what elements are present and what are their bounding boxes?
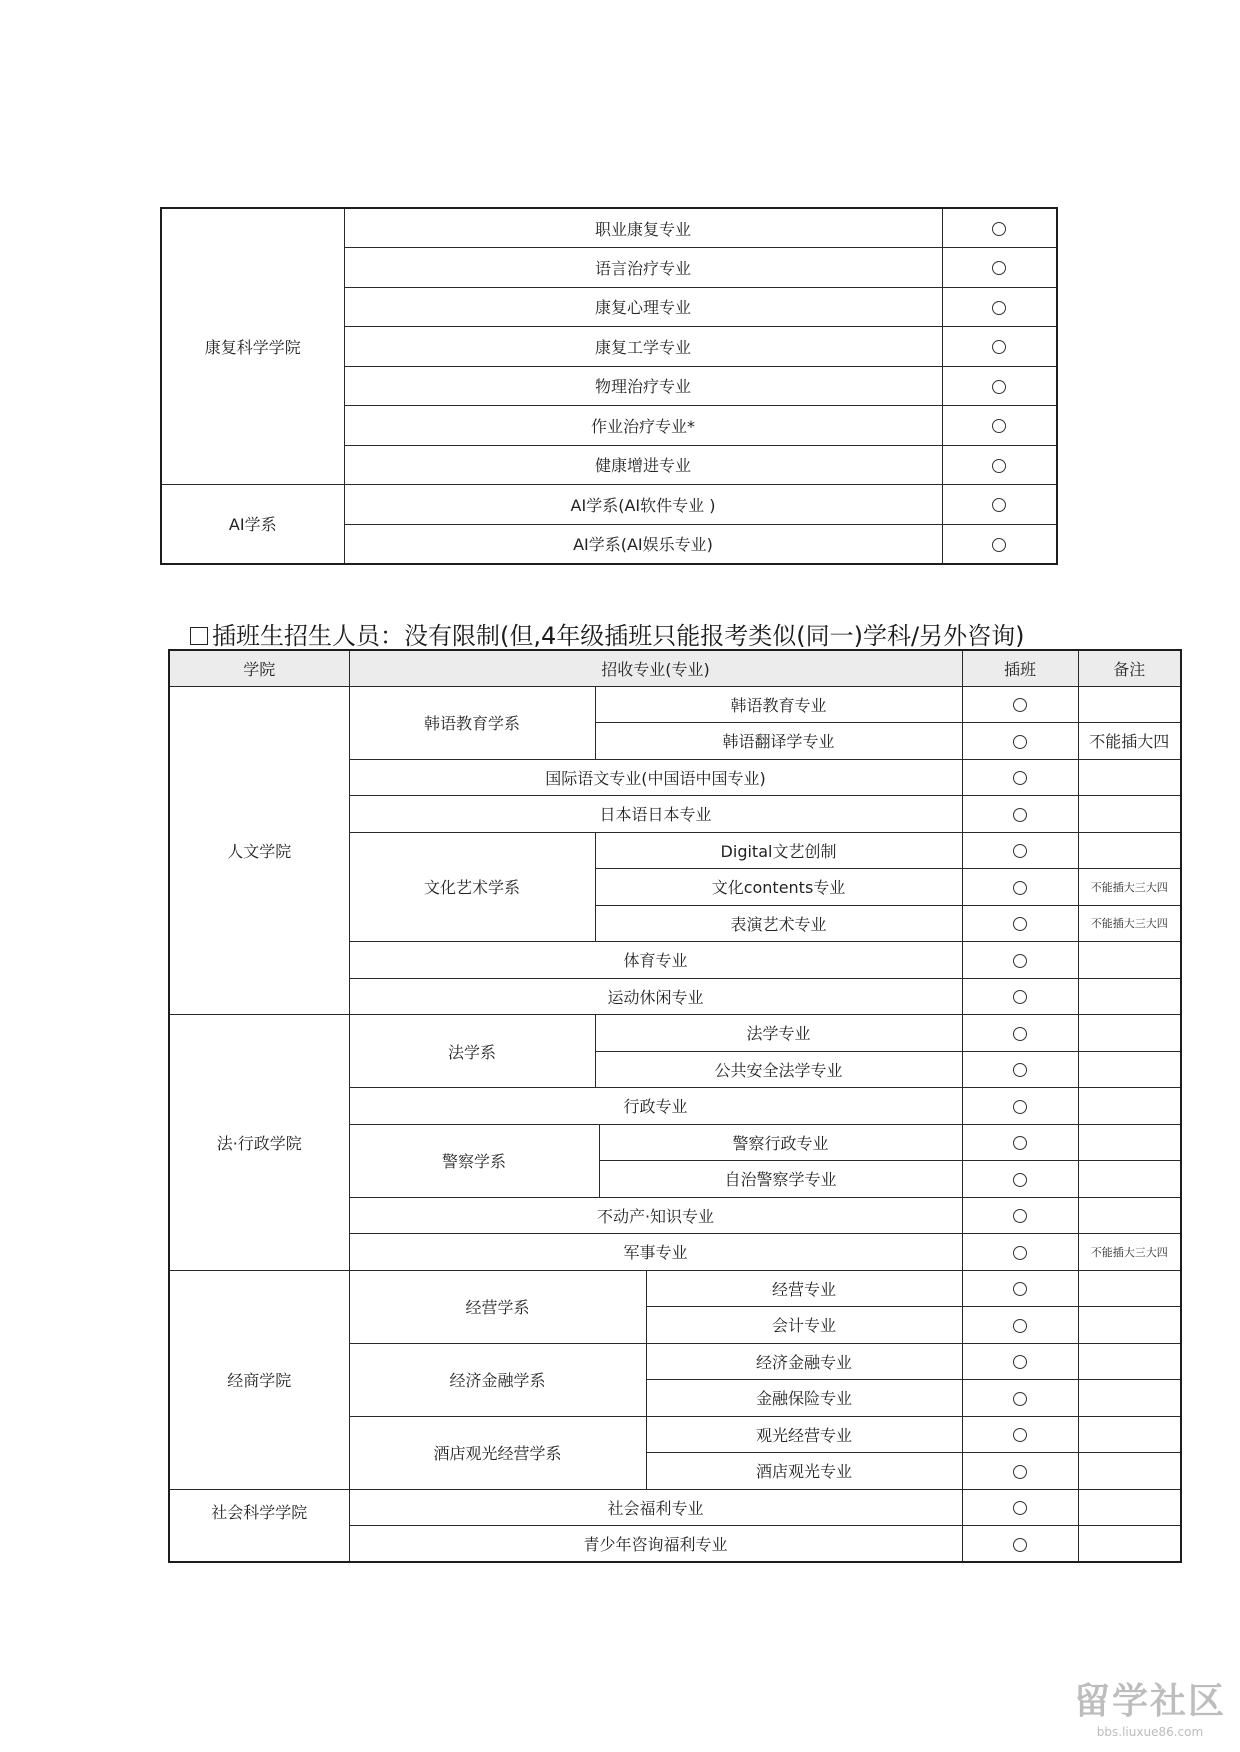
rehab-ai-majors-table — [160, 207, 1058, 565]
transfer-cell — [962, 1526, 1078, 1563]
circle-mark-icon — [1013, 844, 1027, 858]
transfer-cell — [962, 1051, 1078, 1088]
major-cell: 金融保险专业 — [646, 1380, 962, 1417]
dept-cell: 经营学系 — [349, 1270, 646, 1343]
circle-mark-icon — [1013, 808, 1027, 822]
transfer-cell — [962, 905, 1078, 942]
header-major: 招收专业(专业) — [349, 650, 962, 686]
table-row — [169, 1015, 1181, 1052]
circle-mark-icon — [1013, 1282, 1027, 1296]
table-row — [161, 485, 1057, 525]
circle-mark-icon — [992, 538, 1006, 552]
section-heading-text: 插班生招生人员：没有限制(但,4年级插班只能报考类似(同一)学科/另外咨询) — [212, 622, 1025, 650]
major-cell: 社会福利专业 — [349, 1489, 962, 1526]
circle-mark-icon — [1013, 1209, 1027, 1223]
dept-cell: 文化艺术学系 — [349, 832, 595, 942]
major-cell: AI学系(AI娱乐专业) — [344, 524, 942, 564]
circle-mark-icon — [992, 261, 1006, 275]
watermark-url: bbs.liuxue86.com — [1096, 1725, 1204, 1739]
dept-cell: 韩语教育学系 — [349, 686, 595, 759]
college-cell: 法·行政学院 — [169, 1015, 349, 1271]
circle-mark-icon — [1013, 1501, 1027, 1515]
dept-cell: 警察学系 — [349, 1124, 599, 1197]
college-cell: 社会科学学院 — [169, 1489, 349, 1562]
major-cell: 健康增进专业 — [344, 445, 942, 485]
dept-cell: 经济金融学系 — [349, 1343, 646, 1416]
major-cell: 行政专业 — [349, 1088, 962, 1125]
mark-cell — [942, 287, 1057, 327]
note-cell — [1078, 759, 1181, 796]
transfer-cell — [962, 1343, 1078, 1380]
transfer-cell — [962, 1088, 1078, 1125]
mark-cell — [942, 366, 1057, 406]
dept-cell: 酒店观光经营学系 — [349, 1416, 646, 1489]
transfer-cell — [962, 1380, 1078, 1417]
note-cell — [1078, 942, 1181, 979]
college-cell: 康复科学学院 — [161, 208, 344, 485]
major-cell: 经济金融专业 — [646, 1343, 962, 1380]
note-cell — [1078, 978, 1181, 1015]
major-cell: 自治警察学专业 — [599, 1161, 962, 1198]
major-cell: 警察行政专业 — [599, 1124, 962, 1161]
watermark-title: 留学社区 — [1073, 1681, 1226, 1722]
major-cell: 作业治疗专业* — [344, 406, 942, 446]
major-cell: 语言治疗专业 — [344, 248, 942, 288]
circle-mark-icon — [1013, 1063, 1027, 1077]
note-cell — [1078, 1161, 1181, 1198]
major-cell: 韩语翻译学专业 — [595, 723, 962, 760]
circle-mark-icon — [992, 419, 1006, 433]
circle-mark-icon — [992, 340, 1006, 354]
note-cell: 不能插大四 — [1078, 723, 1181, 760]
circle-mark-icon — [1013, 881, 1027, 895]
note-cell — [1078, 796, 1181, 833]
major-cell: 法学专业 — [595, 1015, 962, 1052]
note-cell — [1078, 1307, 1181, 1344]
transfer-cell — [962, 1489, 1078, 1526]
circle-mark-icon — [1013, 1392, 1027, 1406]
note-cell — [1078, 1270, 1181, 1307]
major-cell: 物理治疗专业 — [344, 366, 942, 406]
major-cell: AI学系(AI软件专业 ) — [344, 485, 942, 525]
table-row — [169, 1270, 1181, 1307]
mark-cell — [942, 485, 1057, 525]
major-cell: 酒店观光专业 — [646, 1453, 962, 1490]
circle-mark-icon — [1013, 917, 1027, 931]
checkbox-square-icon — [190, 627, 208, 645]
transfer-cell — [962, 723, 1078, 760]
circle-mark-icon — [1013, 698, 1027, 712]
circle-mark-icon — [1013, 1538, 1027, 1552]
circle-mark-icon — [1013, 735, 1027, 749]
college-cell: 人文学院 — [169, 686, 349, 1015]
note-cell: 不能插大三大四 — [1078, 905, 1181, 942]
transfer-cell — [962, 759, 1078, 796]
major-cell: 会计专业 — [646, 1307, 962, 1344]
transfer-cell — [962, 978, 1078, 1015]
mark-cell — [942, 248, 1057, 288]
major-cell: Digital文艺创制 — [595, 832, 962, 869]
transfer-cell — [962, 1307, 1078, 1344]
table-row — [161, 208, 1057, 248]
note-cell — [1078, 1197, 1181, 1234]
circle-mark-icon — [1013, 1246, 1027, 1260]
note-cell — [1078, 1015, 1181, 1052]
circle-mark-icon — [1013, 1319, 1027, 1333]
major-cell: 国际语文专业(中国语中国专业) — [349, 759, 962, 796]
header-note: 备注 — [1078, 650, 1181, 686]
circle-mark-icon — [992, 498, 1006, 512]
circle-mark-icon — [992, 459, 1006, 473]
note-cell — [1078, 1088, 1181, 1125]
note-cell — [1078, 1343, 1181, 1380]
circle-mark-icon — [1013, 1428, 1027, 1442]
major-cell: 不动产·知识专业 — [349, 1197, 962, 1234]
transfer-cell — [962, 869, 1078, 906]
dept-cell: 法学系 — [349, 1015, 595, 1088]
mark-cell — [942, 524, 1057, 564]
transfer-cell — [962, 1124, 1078, 1161]
major-cell: 经营专业 — [646, 1270, 962, 1307]
table-header-row — [169, 650, 1181, 686]
college-cell: 经商学院 — [169, 1270, 349, 1489]
major-cell: 青少年咨询福利专业 — [349, 1526, 962, 1563]
circle-mark-icon — [1013, 1027, 1027, 1041]
table-row — [169, 1489, 1181, 1526]
circle-mark-icon — [1013, 1173, 1027, 1187]
circle-mark-icon — [1013, 1465, 1027, 1479]
major-cell: 军事专业 — [349, 1234, 962, 1271]
circle-mark-icon — [1013, 990, 1027, 1004]
major-cell: 运动休闲专业 — [349, 978, 962, 1015]
site-watermark — [1070, 1680, 1230, 1744]
note-cell — [1078, 1380, 1181, 1417]
circle-mark-icon — [1013, 1100, 1027, 1114]
mark-cell — [942, 327, 1057, 367]
circle-mark-icon — [1013, 1136, 1027, 1150]
mark-cell — [942, 208, 1057, 248]
circle-mark-icon — [992, 222, 1006, 236]
college-cell: AI学系 — [161, 485, 344, 564]
header-college: 学院 — [169, 650, 349, 686]
major-cell: 观光经营专业 — [646, 1416, 962, 1453]
major-cell: 公共安全法学专业 — [595, 1051, 962, 1088]
transfer-cell — [962, 1161, 1078, 1198]
header-transfer: 插班 — [962, 650, 1078, 686]
note-cell — [1078, 1489, 1181, 1526]
circle-mark-icon — [1013, 1355, 1027, 1369]
circle-mark-icon — [1013, 954, 1027, 968]
table-row — [169, 686, 1181, 723]
note-cell: 不能插大三大四 — [1078, 1234, 1181, 1271]
transfer-cell — [962, 796, 1078, 833]
transfer-cell — [962, 686, 1078, 723]
major-cell: 表演艺术专业 — [595, 905, 962, 942]
major-cell: 职业康复专业 — [344, 208, 942, 248]
circle-mark-icon — [992, 301, 1006, 315]
note-cell — [1078, 1526, 1181, 1563]
major-cell: 康复心理专业 — [344, 287, 942, 327]
note-cell — [1078, 686, 1181, 723]
section-heading — [190, 616, 1024, 651]
transfer-cell — [962, 832, 1078, 869]
note-cell — [1078, 1416, 1181, 1453]
transfer-cell — [962, 1015, 1078, 1052]
major-cell: 日本语日本专业 — [349, 796, 962, 833]
note-cell — [1078, 1124, 1181, 1161]
note-cell — [1078, 1453, 1181, 1490]
major-cell: 文化contents专业 — [595, 869, 962, 906]
major-cell: 康复工学专业 — [344, 327, 942, 367]
circle-mark-icon — [1013, 771, 1027, 785]
transfer-cell — [962, 1234, 1078, 1271]
note-cell — [1078, 1051, 1181, 1088]
major-cell: 韩语教育专业 — [595, 686, 962, 723]
mark-cell — [942, 406, 1057, 446]
mark-cell — [942, 445, 1057, 485]
transfer-cell — [962, 1270, 1078, 1307]
circle-mark-icon — [992, 380, 1006, 394]
transfer-majors-table — [168, 649, 1182, 1563]
transfer-cell — [962, 942, 1078, 979]
transfer-cell — [962, 1197, 1078, 1234]
transfer-cell — [962, 1416, 1078, 1453]
major-cell: 体育专业 — [349, 942, 962, 979]
transfer-cell — [962, 1453, 1078, 1490]
note-cell — [1078, 832, 1181, 869]
note-cell: 不能插大三大四 — [1078, 869, 1181, 906]
